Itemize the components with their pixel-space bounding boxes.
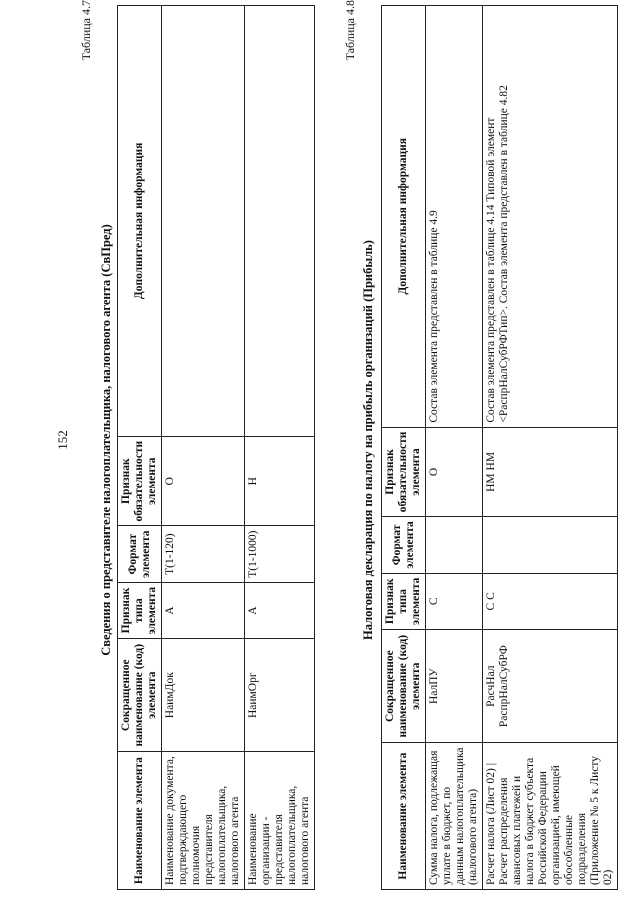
table1-header-format: Формат элемента	[118, 526, 162, 582]
cell-required: Н	[245, 436, 315, 526]
cell-name: Сумма налога, подлежащая уплате в бюджет, по данным налогоплательщика (налогового агента)	[426, 743, 483, 890]
cell-code: НаимОрг	[245, 639, 315, 752]
cell-type: С С	[483, 573, 618, 629]
cell-info	[245, 6, 315, 437]
cell-format: T(1-120)	[162, 526, 245, 582]
cell-required: О	[426, 427, 483, 517]
table1-header-name: Наименование элемента	[118, 752, 162, 890]
table1-header-required: Признак обязательности элемента	[118, 436, 162, 526]
table2-header-type: Признак типа элемента	[382, 573, 426, 629]
cell-format	[426, 517, 483, 573]
cell-name: Наименование документа, подтверждающего полномочия представителя налогоплательщика, налогового агента	[162, 752, 245, 890]
table1-header-type: Признак типа элемента	[118, 582, 162, 638]
cell-type: С	[426, 573, 483, 629]
cell-name: Расчет налога (Лист 02) | Расчет распределения авансовых платежей и налога в бюджет субъекта Российской Федерации организацией, имеющей обособленные подразделения (Приложение № 5 к Листу 02)	[483, 743, 618, 890]
table1	[117, 5, 315, 890]
table-row	[426, 6, 483, 890]
cell-type: А	[245, 582, 315, 638]
table2-label: Таблица 4.8	[343, 0, 357, 61]
cell-format: T(1-1000)	[245, 526, 315, 582]
table2-header-name: Наименование элемента	[382, 743, 426, 890]
cell-code: НаимДок	[162, 639, 245, 752]
cell-info: Состав элемента представлен в таблице 4.9	[426, 6, 483, 428]
table2-header-code: Сокращенное наименование (код) элемента	[382, 630, 426, 743]
cell-code: НалПУ	[426, 630, 483, 743]
page-number: 152	[55, 430, 70, 450]
table2-header-format: Формат элемента	[382, 517, 426, 573]
cell-required: НМ НМ	[483, 427, 618, 517]
table2	[381, 5, 618, 890]
cell-info	[162, 6, 245, 437]
table1-header-info: Дополнительная информация	[118, 6, 162, 437]
table2-header-row	[382, 6, 426, 890]
table-row	[245, 6, 315, 890]
table-row	[162, 6, 245, 890]
table2-header-info: Дополнительная информация	[382, 6, 426, 428]
cell-type: А	[162, 582, 245, 638]
rotated-page	[55, 0, 615, 890]
table1-header-code: Сокращенное наименование (код) элемента	[118, 639, 162, 752]
table-row	[483, 6, 618, 890]
table1-header-row	[118, 6, 162, 890]
table2-header-required: Признак обязательности элемента	[382, 427, 426, 517]
cell-format	[483, 517, 618, 573]
table1-label: Таблица 4.7	[79, 0, 93, 61]
table2-title: Налоговая декларация по налогу на прибыль организаций (Прибыль)	[361, 240, 375, 640]
cell-code: РасчНал РаспрНалСубРФ	[483, 630, 618, 743]
table1-title: Сведения о представителе налогоплательщика, налогового агента (СвПред)	[99, 224, 113, 656]
cell-info: Состав элемента представлен в таблице 4.14 Типовой элемент <РаспрНалСубРФТип>. Состав элемента представлен в таблице 4.82	[483, 6, 618, 428]
cell-required: О	[162, 436, 245, 526]
cell-name: Наименование организации - представителя налогоплательщика, налогового агента	[245, 752, 315, 890]
